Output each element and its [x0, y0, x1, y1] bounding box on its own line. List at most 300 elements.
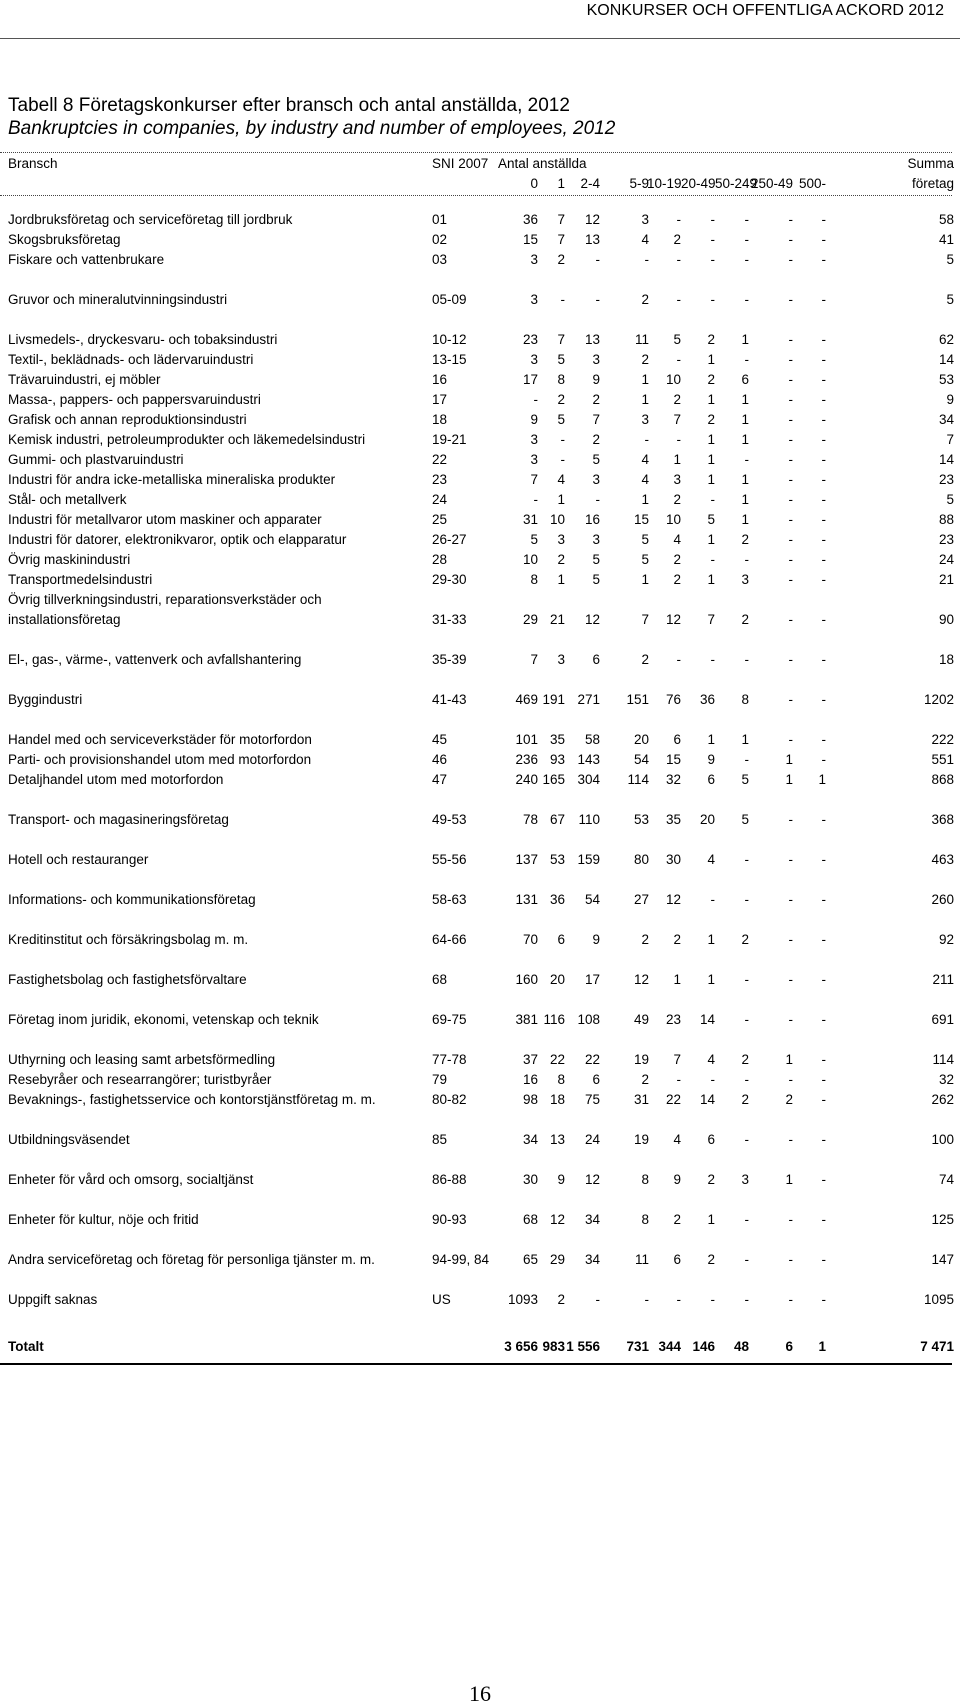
row-value-20-49: 1: [707, 432, 715, 447]
row-value-500-: -: [821, 552, 826, 567]
row-summa-foretag: 222: [931, 732, 954, 747]
row-summa-foretag: 9: [946, 392, 954, 407]
row-value-250-49: -: [788, 292, 793, 307]
table-row: [0, 230, 960, 250]
row-value-500-: -: [821, 812, 826, 827]
row-value-250-49: -: [788, 852, 793, 867]
row-value-2-4: 7: [592, 412, 600, 427]
row-value-20-49: 2: [707, 1252, 715, 1267]
title-block: [8, 94, 615, 140]
row-value-20-49: 2: [707, 412, 715, 427]
row-value-500-: -: [821, 732, 826, 747]
row-value-5-9: 31: [633, 1092, 649, 1107]
row-summa-foretag: 868: [931, 772, 954, 787]
row-value-500-: -: [821, 1172, 826, 1187]
row-value-50-249: 1: [741, 472, 749, 487]
row-summa-foretag: 1202: [923, 692, 954, 707]
row-summa-foretag: 23: [938, 472, 954, 487]
row-value-0: 78: [522, 812, 538, 827]
row-summa-foretag: 5: [946, 292, 954, 307]
row-value-5-9: -: [644, 432, 649, 447]
row-summa-foretag: 53: [938, 372, 954, 387]
row-value-50-249: 2: [741, 612, 749, 627]
row-value-20-49: 1: [707, 532, 715, 547]
row-value-20-49: 5: [707, 512, 715, 527]
header-size-1: 1: [557, 176, 565, 191]
row-value-1: 4: [557, 472, 565, 487]
row-value-5-9: 151: [626, 692, 649, 707]
row-value-50-249: 2: [741, 1092, 749, 1107]
row-value-50-249: -: [744, 352, 749, 367]
row-value-2-4: 304: [577, 772, 600, 787]
row-value-0: 34: [522, 1132, 538, 1147]
row-value-0: 101: [515, 732, 538, 747]
row-value-1: 3: [557, 532, 565, 547]
table-row: [0, 370, 960, 390]
row-value-2-4: -: [595, 292, 600, 307]
row-sni-code: 41-43: [432, 692, 467, 707]
row-summa-foretag: 463: [931, 852, 954, 867]
row-value-2-4: 143: [577, 752, 600, 767]
row-summa-foretag: 32: [938, 1072, 954, 1087]
row-value-10-19: 1: [673, 972, 681, 987]
row-industry-name: Övrig maskinindustri: [8, 552, 131, 567]
row-value-1: 8: [557, 372, 565, 387]
row-value-5-9: 11: [634, 332, 649, 347]
row-industry-name: Textil-, beklädnads- och lädervaruindustri: [8, 352, 254, 367]
row-value-10-19: 30: [665, 852, 681, 867]
row-value-500-: -: [821, 452, 826, 467]
row-sni-code: 29-30: [432, 572, 467, 587]
row-summa-foretag: 34: [938, 412, 954, 427]
row-value-250-49: -: [788, 972, 793, 987]
row-value-500-: -: [821, 692, 826, 707]
row-value-0: 381: [515, 1012, 538, 1027]
row-value-2-4: 17: [584, 972, 600, 987]
header-sni: SNI 2007: [432, 156, 489, 171]
row-value-1: 20: [549, 972, 565, 987]
row-sni-code: 13-15: [432, 352, 467, 367]
row-value-1: 67: [549, 812, 565, 827]
row-value-1: 6: [557, 932, 565, 947]
row-summa-foretag: 5: [946, 252, 954, 267]
row-value-250-49: -: [788, 512, 793, 527]
table-subtitle: Bankruptcies in companies, by industry and number of employees, 2012: [8, 118, 616, 139]
row-industry-name: Uppgift saknas: [8, 1292, 98, 1307]
row-sni-code: 22: [432, 452, 448, 467]
row-value-0: 131: [515, 892, 538, 907]
row-value-5-9: 12: [633, 972, 649, 987]
row-value-50-249: -: [744, 652, 749, 667]
row-value-1: 7: [557, 232, 565, 247]
row-value-250-49: -: [788, 1252, 793, 1267]
row-value-10-19: 1: [673, 452, 681, 467]
row-industry-name: Företag inom juridik, ekonomi, vetenskap och teknik: [8, 1012, 319, 1027]
row-value-20-49: -: [710, 652, 715, 667]
row-value-5-9: 80: [633, 852, 649, 867]
row-summa-foretag: 260: [931, 892, 954, 907]
row-industry-name: Industri för andra icke-metalliska mineraliska produkter: [8, 472, 336, 487]
row-sni-code: 24: [432, 492, 448, 507]
row-value-20-49: 146: [692, 1339, 715, 1354]
row-value-250-49: -: [788, 1072, 793, 1087]
row-summa-foretag: 368: [931, 812, 954, 827]
row-value-5-9: 8: [641, 1212, 649, 1227]
row-value-2-4: 5: [592, 552, 600, 567]
row-value-5-9: 49: [633, 1012, 649, 1027]
row-value-0: 3: [530, 252, 538, 267]
row-industry-name: Stål- och metallverk: [8, 492, 127, 507]
row-value-10-19: -: [676, 1072, 681, 1087]
row-value-500-: -: [821, 932, 826, 947]
row-summa-foretag: 691: [931, 1012, 954, 1027]
row-value-2-4: 12: [584, 612, 600, 627]
row-value-500-: -: [821, 1072, 826, 1087]
table-row: [0, 1290, 960, 1310]
row-value-10-19: 15: [665, 752, 681, 767]
row-summa-foretag: 23: [938, 532, 954, 547]
row-sni-code: 86-88: [432, 1172, 467, 1187]
row-value-5-9: 1: [641, 572, 649, 587]
row-value-50-249: 48: [733, 1339, 749, 1354]
row-value-2-4: 54: [584, 892, 600, 907]
row-value-2-4: 6: [592, 1072, 600, 1087]
row-value-10-19: 35: [665, 812, 681, 827]
row-sni-code: 16: [432, 372, 448, 387]
row-value-500-: -: [821, 372, 826, 387]
row-value-2-4: 24: [584, 1132, 600, 1147]
row-value-20-49: 14: [699, 1092, 715, 1107]
row-value-50-249: 3: [741, 572, 749, 587]
row-value-0: 15: [522, 232, 538, 247]
row-value-2-4: 12: [584, 1172, 600, 1187]
row-value-250-49: -: [788, 692, 793, 707]
row-value-1: 5: [557, 352, 565, 367]
row-value-500-: 1: [818, 1339, 826, 1354]
row-summa-foretag: 62: [938, 332, 954, 347]
row-sni-code: 01: [432, 212, 448, 227]
row-value-20-49: 2: [707, 1172, 715, 1187]
row-sni-code: 19-21: [432, 432, 467, 447]
row-value-50-249: -: [744, 892, 749, 907]
row-value-20-49: -: [710, 232, 715, 247]
row-value-500-: -: [821, 512, 826, 527]
row-value-500-: -: [821, 212, 826, 227]
row-value-10-19: 3: [673, 472, 681, 487]
table-row: [0, 850, 960, 870]
table-row: [0, 750, 960, 770]
row-industry-name: Enheter för vård och omsorg, socialtjänst: [8, 1172, 254, 1187]
row-value-1: -: [560, 292, 565, 307]
row-value-250-49: -: [788, 572, 793, 587]
table-row: [0, 390, 960, 410]
row-value-50-249: 2: [741, 1052, 749, 1067]
row-value-1: 1: [557, 572, 565, 587]
row-value-2-4: 1 556: [566, 1339, 600, 1354]
row-value-10-19: 344: [658, 1339, 681, 1354]
table-row: [0, 1250, 960, 1270]
row-summa-foretag: 14: [938, 352, 954, 367]
row-value-500-: -: [821, 1132, 826, 1147]
row-value-250-49: -: [788, 252, 793, 267]
row-summa-foretag: 14: [938, 452, 954, 467]
row-industry-name: Industri för metallvaror utom maskiner och apparater: [8, 512, 322, 527]
row-sni-code: 03: [432, 252, 448, 267]
row-sni-code: 58-63: [432, 892, 467, 907]
row-value-500-: -: [821, 232, 826, 247]
row-value-500-: -: [821, 1252, 826, 1267]
row-value-500-: -: [821, 252, 826, 267]
row-value-500-: -: [821, 972, 826, 987]
row-value-250-49: -: [788, 432, 793, 447]
row-value-10-19: 6: [673, 732, 681, 747]
row-value-500-: -: [821, 612, 826, 627]
row-value-10-19: 2: [673, 932, 681, 947]
row-value-0: 7: [530, 652, 538, 667]
row-value-500-: -: [821, 892, 826, 907]
row-value-0: 3: [530, 452, 538, 467]
table-header: [0, 154, 960, 194]
row-industry-name: El-, gas-, värme-, vattenverk och avfallshantering: [8, 652, 302, 667]
row-value-0: 7: [530, 472, 538, 487]
row-value-500-: -: [821, 292, 826, 307]
row-value-20-49: -: [710, 1072, 715, 1087]
row-value-0: 16: [522, 1072, 538, 1087]
row-value-5-9: 11: [634, 1252, 649, 1267]
row-value-10-19: 32: [665, 772, 681, 787]
row-value-1: 18: [549, 1092, 565, 1107]
row-value-10-19: 4: [673, 532, 681, 547]
row-value-5-9: 2: [641, 1072, 649, 1087]
table-row: [0, 1010, 960, 1030]
row-value-1: 10: [549, 512, 565, 527]
row-value-500-: -: [821, 492, 826, 507]
row-value-5-9: -: [644, 252, 649, 267]
row-value-50-249: 1: [741, 432, 749, 447]
row-value-0: 3: [530, 352, 538, 367]
row-value-2-4: 2: [592, 432, 600, 447]
row-value-0: 160: [515, 972, 538, 987]
row-value-250-49: 1: [785, 752, 793, 767]
row-value-5-9: -: [644, 1292, 649, 1307]
row-value-20-49: 14: [699, 1012, 715, 1027]
row-value-50-249: 5: [741, 772, 749, 787]
row-value-5-9: 20: [633, 732, 649, 747]
row-value-5-9: 2: [641, 352, 649, 367]
row-industry-name: Parti- och provisionshandel utom med motorfordon: [8, 752, 312, 767]
total-row: [0, 1337, 960, 1357]
row-value-50-249: 1: [741, 492, 749, 507]
row-sni-code: 79: [432, 1072, 448, 1087]
table-row: [0, 1170, 960, 1190]
row-value-1: 13: [549, 1132, 565, 1147]
table-row: [0, 810, 960, 830]
table-bottom-rule: [0, 1363, 952, 1365]
row-industry-name: Uthyrning och leasing samt arbetsförmedling: [8, 1052, 276, 1067]
table-row: [0, 770, 960, 790]
row-value-50-249: 6: [741, 372, 749, 387]
row-value-0: -: [533, 392, 538, 407]
row-value-1: 191: [542, 692, 565, 707]
table-row: [0, 450, 960, 470]
row-industry-name: Transport- och magasineringsföretag: [8, 812, 229, 827]
row-sni-code: 55-56: [432, 852, 467, 867]
row-value-10-19: 76: [665, 692, 681, 707]
row-value-250-49: -: [788, 1212, 793, 1227]
row-value-1: 21: [549, 612, 565, 627]
row-value-20-49: -: [710, 1292, 715, 1307]
row-industry-name: Jordbruksföretag och serviceföretag till jordbruk: [8, 212, 293, 227]
row-value-10-19: 4: [673, 1132, 681, 1147]
row-value-1: 116: [543, 1012, 565, 1027]
row-value-1: 8: [557, 1072, 565, 1087]
row-value-10-19: -: [676, 652, 681, 667]
row-value-1: 1: [557, 492, 565, 507]
row-value-500-: -: [821, 412, 826, 427]
row-value-250-49: -: [788, 932, 793, 947]
row-sni-code: 94-99, 84: [432, 1252, 490, 1267]
row-value-1: 983: [542, 1339, 565, 1354]
row-value-2-4: 6: [592, 652, 600, 667]
row-value-0: 10: [522, 552, 538, 567]
table-row: [0, 650, 960, 670]
row-value-1: 5: [557, 412, 565, 427]
row-summa-foretag: 58: [938, 212, 954, 227]
row-value-50-249: 1: [741, 412, 749, 427]
row-value-500-: -: [821, 532, 826, 547]
table-row: [0, 1050, 960, 1070]
row-value-20-49: -: [710, 212, 715, 227]
row-summa-foretag: 1095: [923, 1292, 954, 1307]
row-sni-code: 46: [432, 752, 448, 767]
row-industry-name: Gummi- och plastvaruindustri: [8, 452, 184, 467]
row-value-1: 165: [542, 772, 565, 787]
row-value-20-49: 1: [707, 452, 715, 467]
row-value-500-: -: [821, 752, 826, 767]
row-value-1: 93: [549, 752, 565, 767]
row-value-50-249: -: [744, 1252, 749, 1267]
row-value-250-49: -: [788, 212, 793, 227]
row-industry-name: Detaljhandel utom med motorfordon: [8, 772, 224, 787]
row-sni-code: 02: [432, 232, 448, 247]
header-size-8: 500-: [798, 176, 826, 191]
row-value-5-9: 2: [641, 652, 649, 667]
table-row: [0, 490, 960, 510]
row-value-500-: -: [821, 392, 826, 407]
table-row: [0, 970, 960, 990]
row-value-20-49: 7: [707, 612, 715, 627]
row-value-50-249: -: [744, 552, 749, 567]
row-value-1: 36: [549, 892, 565, 907]
row-value-50-249: -: [744, 1132, 749, 1147]
row-value-2-4: 9: [592, 932, 600, 947]
row-sni-code: 26-27: [432, 532, 467, 547]
row-value-5-9: 54: [633, 752, 649, 767]
row-value-2-4: 5: [592, 572, 600, 587]
row-sni-code: 17: [432, 392, 448, 407]
row-value-20-49: -: [710, 292, 715, 307]
row-value-10-19: 10: [665, 372, 681, 387]
row-value-2-4: 110: [578, 812, 600, 827]
row-industry-name: Kreditinstitut och försäkringsbolag m. m.: [8, 932, 249, 947]
row-value-0: -: [533, 492, 538, 507]
row-industry-name: Handel med och serviceverkstäder för motorfordon: [8, 732, 312, 747]
row-value-10-19: -: [676, 252, 681, 267]
row-value-250-49: -: [788, 612, 793, 627]
row-industry-name: Grafisk och annan reproduktionsindustri: [8, 412, 247, 427]
row-value-10-19: 10: [665, 512, 681, 527]
row-sni-code: 23: [432, 472, 448, 487]
row-value-0: 31: [522, 512, 538, 527]
row-value-250-49: -: [788, 1132, 793, 1147]
row-value-250-49: 6: [785, 1339, 793, 1354]
row-value-2-4: 3: [592, 532, 600, 547]
row-value-10-19: -: [676, 432, 681, 447]
row-value-1: 9: [557, 1172, 565, 1187]
row-value-2-4: 108: [577, 1012, 600, 1027]
row-value-5-9: 4: [641, 232, 649, 247]
row-value-5-9: 3: [641, 212, 649, 227]
row-value-50-249: 3: [741, 1172, 749, 1187]
row-value-0: 236: [515, 752, 538, 767]
row-value-20-49: 36: [699, 692, 715, 707]
row-value-250-49: -: [788, 392, 793, 407]
header-bransch: Bransch: [8, 156, 58, 171]
table-row: [0, 570, 960, 590]
header-rule: [0, 38, 960, 39]
row-value-20-49: 1: [707, 932, 715, 947]
row-value-2-4: 3: [592, 352, 600, 367]
row-value-50-249: 1: [741, 332, 749, 347]
row-industry-name: Fastighetsbolag och fastighetsförvaltare: [8, 972, 247, 987]
row-value-0: 240: [515, 772, 538, 787]
row-value-50-249: 8: [741, 692, 749, 707]
row-value-5-9: 4: [641, 452, 649, 467]
table-title: Tabell 8 Företagskonkurser efter bransch och antal anställda, 2012: [8, 95, 570, 116]
row-value-10-19: 23: [665, 1012, 681, 1027]
table-header-rule: [0, 195, 952, 196]
row-value-50-249: -: [744, 852, 749, 867]
row-value-1: 7: [557, 332, 565, 347]
table-row: [0, 1090, 960, 1110]
row-summa-foretag: 88: [938, 512, 954, 527]
row-value-250-49: -: [788, 652, 793, 667]
row-summa-foretag: 262: [931, 1092, 954, 1107]
header-summa: Summa: [907, 156, 954, 171]
row-value-2-4: 75: [584, 1092, 600, 1107]
row-value-10-19: 12: [665, 612, 681, 627]
row-sni-code: 10-12: [432, 332, 467, 347]
row-value-250-49: 1: [785, 1052, 793, 1067]
row-value-50-249: -: [744, 252, 749, 267]
row-value-20-49: -: [710, 492, 715, 507]
row-sni-code: 25: [432, 512, 448, 527]
row-value-500-: -: [821, 352, 826, 367]
row-summa-foretag: 90: [938, 612, 954, 627]
header-antal-anstallda: Antal anställda: [498, 156, 587, 171]
row-value-250-49: 2: [785, 1092, 793, 1107]
row-value-2-4: -: [595, 252, 600, 267]
row-value-0: 17: [522, 372, 538, 387]
row-value-0: 37: [522, 1052, 538, 1067]
row-value-20-49: 1: [707, 732, 715, 747]
row-value-5-9: 114: [627, 772, 649, 787]
row-value-5-9: 53: [633, 812, 649, 827]
row-summa-foretag: 7 471: [920, 1339, 954, 1354]
row-value-250-49: -: [788, 492, 793, 507]
row-value-2-4: 271: [577, 692, 600, 707]
row-value-2-4: 5: [592, 452, 600, 467]
